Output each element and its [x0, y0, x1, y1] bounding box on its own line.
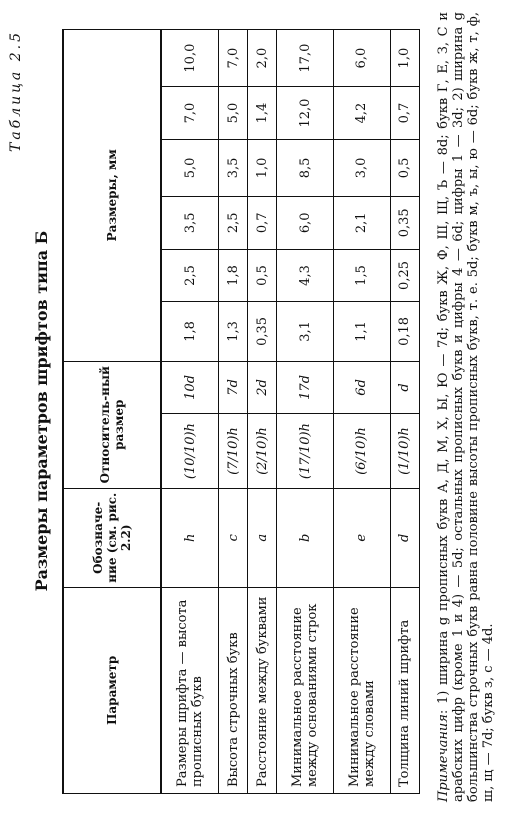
relative-d-cell: d: [390, 361, 419, 414]
size-value-cell: 3,5: [161, 196, 219, 249]
designation-cell: c: [219, 488, 248, 587]
relative-h-cell: (17/10)h: [277, 414, 334, 489]
table-row: [161, 30, 219, 794]
size-value-cell: 4,2: [334, 87, 391, 140]
param-name-cell: Минимальное расстояние между словами: [334, 587, 391, 793]
size-value-cell: 2,5: [219, 196, 248, 249]
size-value-cell: 17,0: [277, 30, 334, 87]
size-value-cell: 7,0: [219, 30, 248, 87]
table-row: [248, 30, 277, 794]
size-value-cell: 1,8: [219, 249, 248, 302]
param-name-cell: Толщина линий шрифта: [390, 587, 419, 793]
size-value-cell: 1,8: [161, 302, 219, 361]
note-text: : 1) ширина g прописных букв А, Д, М, Х, Ы, Ю — 7d; букв Ж, Ф, Ш, Щ, Ъ — 8d; букв Г, Е, З, С и арабских цифр (кроме 1 и 4) — 5d; остальных прописных букв и цифры 4 — 6d; цифры 1 — 3d; 2) ширина g большинства строчных букв равна половине высоты прописных букв, т. е. 5d; букв м, ъ, ы, ю — 6d; букв ж, т, ф, ш, щ — 7d; букв з, с — 4d.: [436, 12, 496, 802]
header-relative: Относитель-ный размер: [63, 361, 161, 488]
header-param: Параметр: [63, 587, 161, 793]
size-value-cell: 5,0: [219, 87, 248, 140]
table-row: [390, 30, 419, 794]
designation-cell: e: [334, 488, 391, 587]
table-row: [219, 30, 248, 794]
size-value-cell: 0,7: [390, 87, 419, 140]
designation-cell: a: [248, 488, 277, 587]
relative-h-cell: (2/10)h: [248, 414, 277, 489]
size-value-cell: 1,5: [334, 249, 391, 302]
size-value-cell: 10,0: [161, 30, 219, 87]
size-value-cell: 0,18: [390, 302, 419, 361]
designation-cell: b: [277, 488, 334, 587]
header-designation: Обозначе-ние (см. рис. 2.2): [63, 488, 161, 587]
designation-cell: h: [161, 488, 219, 587]
size-value-cell: 2,5: [161, 249, 219, 302]
size-value-cell: 4,3: [277, 249, 334, 302]
table-header: [63, 30, 161, 794]
size-value-cell: 1,0: [248, 139, 277, 196]
param-name-cell: Высота строчных букв: [219, 587, 248, 793]
relative-h-cell: (1/10)h: [390, 414, 419, 489]
size-value-cell: 8,5: [277, 139, 334, 196]
relative-h-cell: (6/10)h: [334, 414, 391, 489]
size-value-cell: 3,1: [277, 302, 334, 361]
table-body: [161, 30, 420, 794]
size-value-cell: 2,1: [334, 196, 391, 249]
param-name-cell: Минимальное расстояние между основаниями строк: [277, 587, 334, 793]
table-number: Таблица 2.5: [8, 30, 24, 152]
table-caption: Размеры параметров шрифтов типа Б: [32, 230, 51, 592]
size-value-cell: 0,25: [390, 249, 419, 302]
table-row: [334, 30, 391, 794]
table-row: [277, 30, 334, 794]
relative-d-cell: 17d: [277, 361, 334, 414]
size-value-cell: 12,0: [277, 87, 334, 140]
size-value-cell: 7,0: [161, 87, 219, 140]
relative-d-cell: 2d: [248, 361, 277, 414]
header-sizes: Размеры, мм: [63, 30, 161, 362]
note-label: Примечания: [436, 714, 451, 802]
parameters-table: [62, 29, 420, 794]
size-value-cell: 1,3: [219, 302, 248, 361]
size-value-cell: 0,5: [390, 139, 419, 196]
size-value-cell: 3,0: [334, 139, 391, 196]
relative-h-cell: (10/10)h: [161, 414, 219, 489]
size-value-cell: 1,0: [390, 30, 419, 87]
size-value-cell: 0,7: [248, 196, 277, 249]
relative-d-cell: 7d: [219, 361, 248, 414]
size-value-cell: 2,0: [248, 30, 277, 87]
relative-d-cell: 6d: [334, 361, 391, 414]
size-value-cell: 1,4: [248, 87, 277, 140]
size-value-cell: 0,5: [248, 249, 277, 302]
size-value-cell: 0,35: [248, 302, 277, 361]
size-value-cell: 6,0: [277, 196, 334, 249]
relative-d-cell: 10d: [161, 361, 219, 414]
size-value-cell: 3,5: [219, 139, 248, 196]
param-name-cell: Расстояние между буквами: [248, 587, 277, 793]
size-value-cell: 0,35: [390, 196, 419, 249]
size-value-cell: 1,1: [334, 302, 391, 361]
table-note: [436, 12, 496, 802]
relative-h-cell: (7/10)h: [219, 414, 248, 489]
designation-cell: d: [390, 488, 419, 587]
size-value-cell: 5,0: [161, 139, 219, 196]
size-value-cell: 6,0: [334, 30, 391, 87]
param-name-cell: Размеры шрифта — высота прописных букв: [161, 587, 219, 793]
